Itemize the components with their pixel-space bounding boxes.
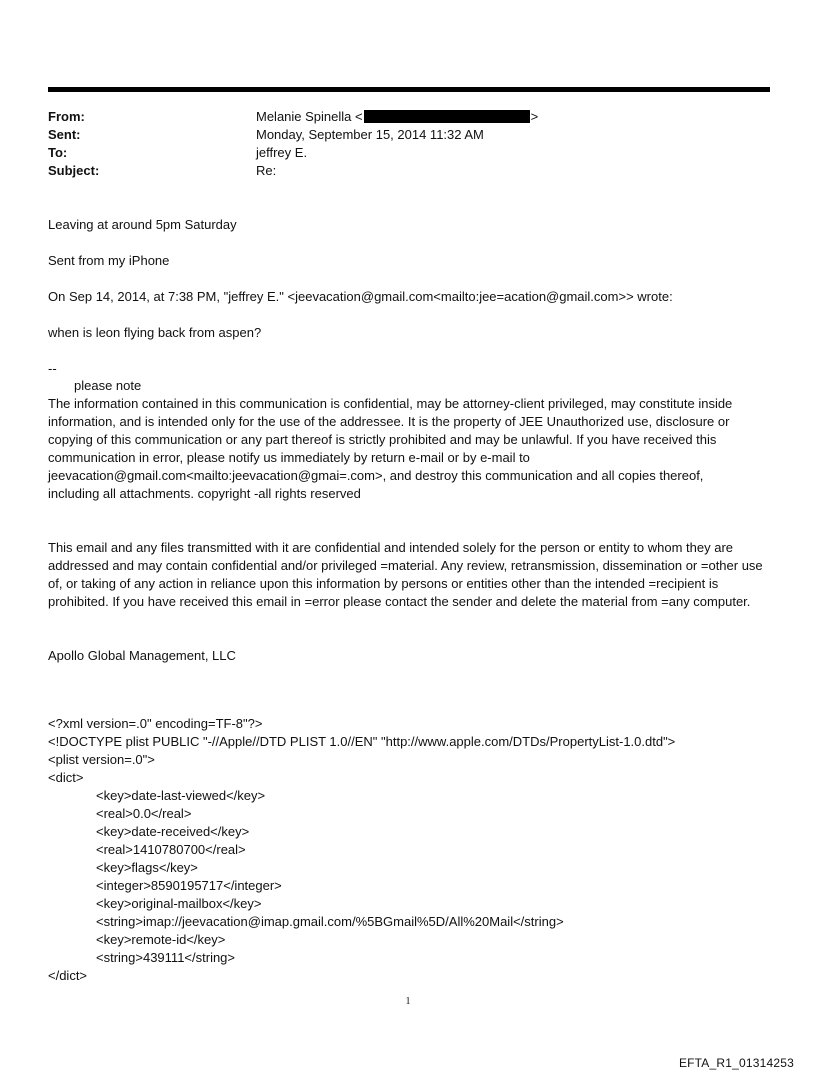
xml-line: <string>439111</string>	[96, 950, 236, 965]
from-value	[256, 108, 538, 126]
message-line-1: Leaving at around 5pm Saturday	[48, 217, 237, 232]
xml-line: <key>date-last-viewed</key>	[96, 788, 266, 803]
please-note: please note	[74, 378, 142, 393]
xml-line: <!DOCTYPE plist PUBLIC "-//Apple//DTD PLIST 1.0//EN" "http://www.apple.com/DTDs/PropertyList-1.0.dtd">	[48, 734, 676, 749]
quoted-message: when is leon flying back from aspen?	[48, 325, 262, 340]
to-label: To:	[48, 145, 68, 160]
to-value: jeffrey E.	[256, 145, 308, 160]
sent-label: Sent:	[48, 127, 81, 142]
xml-line: <dict>	[48, 770, 84, 785]
xml-line: <?xml version=.0" encoding=TF-8"?>	[48, 716, 263, 731]
xml-line: <key>flags</key>	[96, 860, 198, 875]
header-rule	[48, 87, 770, 92]
sent-row	[48, 126, 538, 144]
from-name: Melanie Spinella <	[256, 109, 363, 124]
from-row	[48, 108, 538, 126]
subject-label: Subject:	[48, 163, 100, 178]
email-disclaimer: This email and any files transmitted with it are confidential and intended solely for the person or entity to whom they are addressed and may contain confidential and/or privileged =material. Any review, retransmission, dissemination or =other use of, or taking of any action in reliance upon this information by persons or entities other than the intended =recipient is prohibited. If you have received this email in =error please contact the sender and delete the material from =any computer.	[48, 540, 763, 609]
xml-line: <real>0.0</real>	[96, 806, 192, 821]
subject-value: Re:	[256, 163, 277, 178]
xml-line: <key>original-mailbox</key>	[96, 896, 262, 911]
subject-row	[48, 162, 538, 180]
company-name: Apollo Global Management, LLC	[48, 648, 236, 663]
xml-line: <plist version=.0">	[48, 752, 155, 767]
confidentiality-notice: The information contained in this communication is confidential, may be attorney-client privileged, may constitute inside information, and is intended only for the use of the addressee. It is the property of JEE Unauthorized use, disclosure or copying of this communication or any part thereof is strictly prohibited and may be unlawful. If you have received this communication in error, please notify us immediately by return e-mail or by e-mail to jeevacation@gmail.com<mailto:jeevacation@gmai=.com>, and destroy this communication and all copies thereof, including all attachments. copyright -all rights reserved	[48, 396, 733, 501]
xml-line: <real>1410780700</real>	[96, 842, 246, 857]
xml-line: <key>date-received</key>	[96, 824, 250, 839]
from-label: From:	[48, 109, 85, 124]
bates-number: EFTA_R1_01314253	[678, 1056, 794, 1070]
xml-line: <string>imap://jeevacation@imap.gmail.com/%5BGmail%5D/All%20Mail</string>	[96, 914, 564, 929]
xml-line: </dict>	[48, 968, 88, 983]
sent-value: Monday, September 15, 2014 11:32 AM	[256, 127, 484, 142]
email-header	[48, 108, 538, 180]
signature-dash: --	[48, 361, 57, 376]
xml-line: <key>remote-id</key>	[96, 932, 226, 947]
quoted-header: On Sep 14, 2014, at 7:38 PM, "jeffrey E." <jeevacation@gmail.com<mailto:jee=acation@gmail.com>> wrote:	[48, 289, 673, 304]
message-line-2: Sent from my iPhone	[48, 253, 170, 268]
redaction-box	[364, 110, 530, 123]
xml-line: <integer>8590195717</integer>	[96, 878, 282, 893]
from-close: >	[530, 109, 539, 124]
plist-block	[48, 715, 675, 985]
to-row	[48, 144, 538, 162]
page-number: 1	[405, 996, 411, 1007]
